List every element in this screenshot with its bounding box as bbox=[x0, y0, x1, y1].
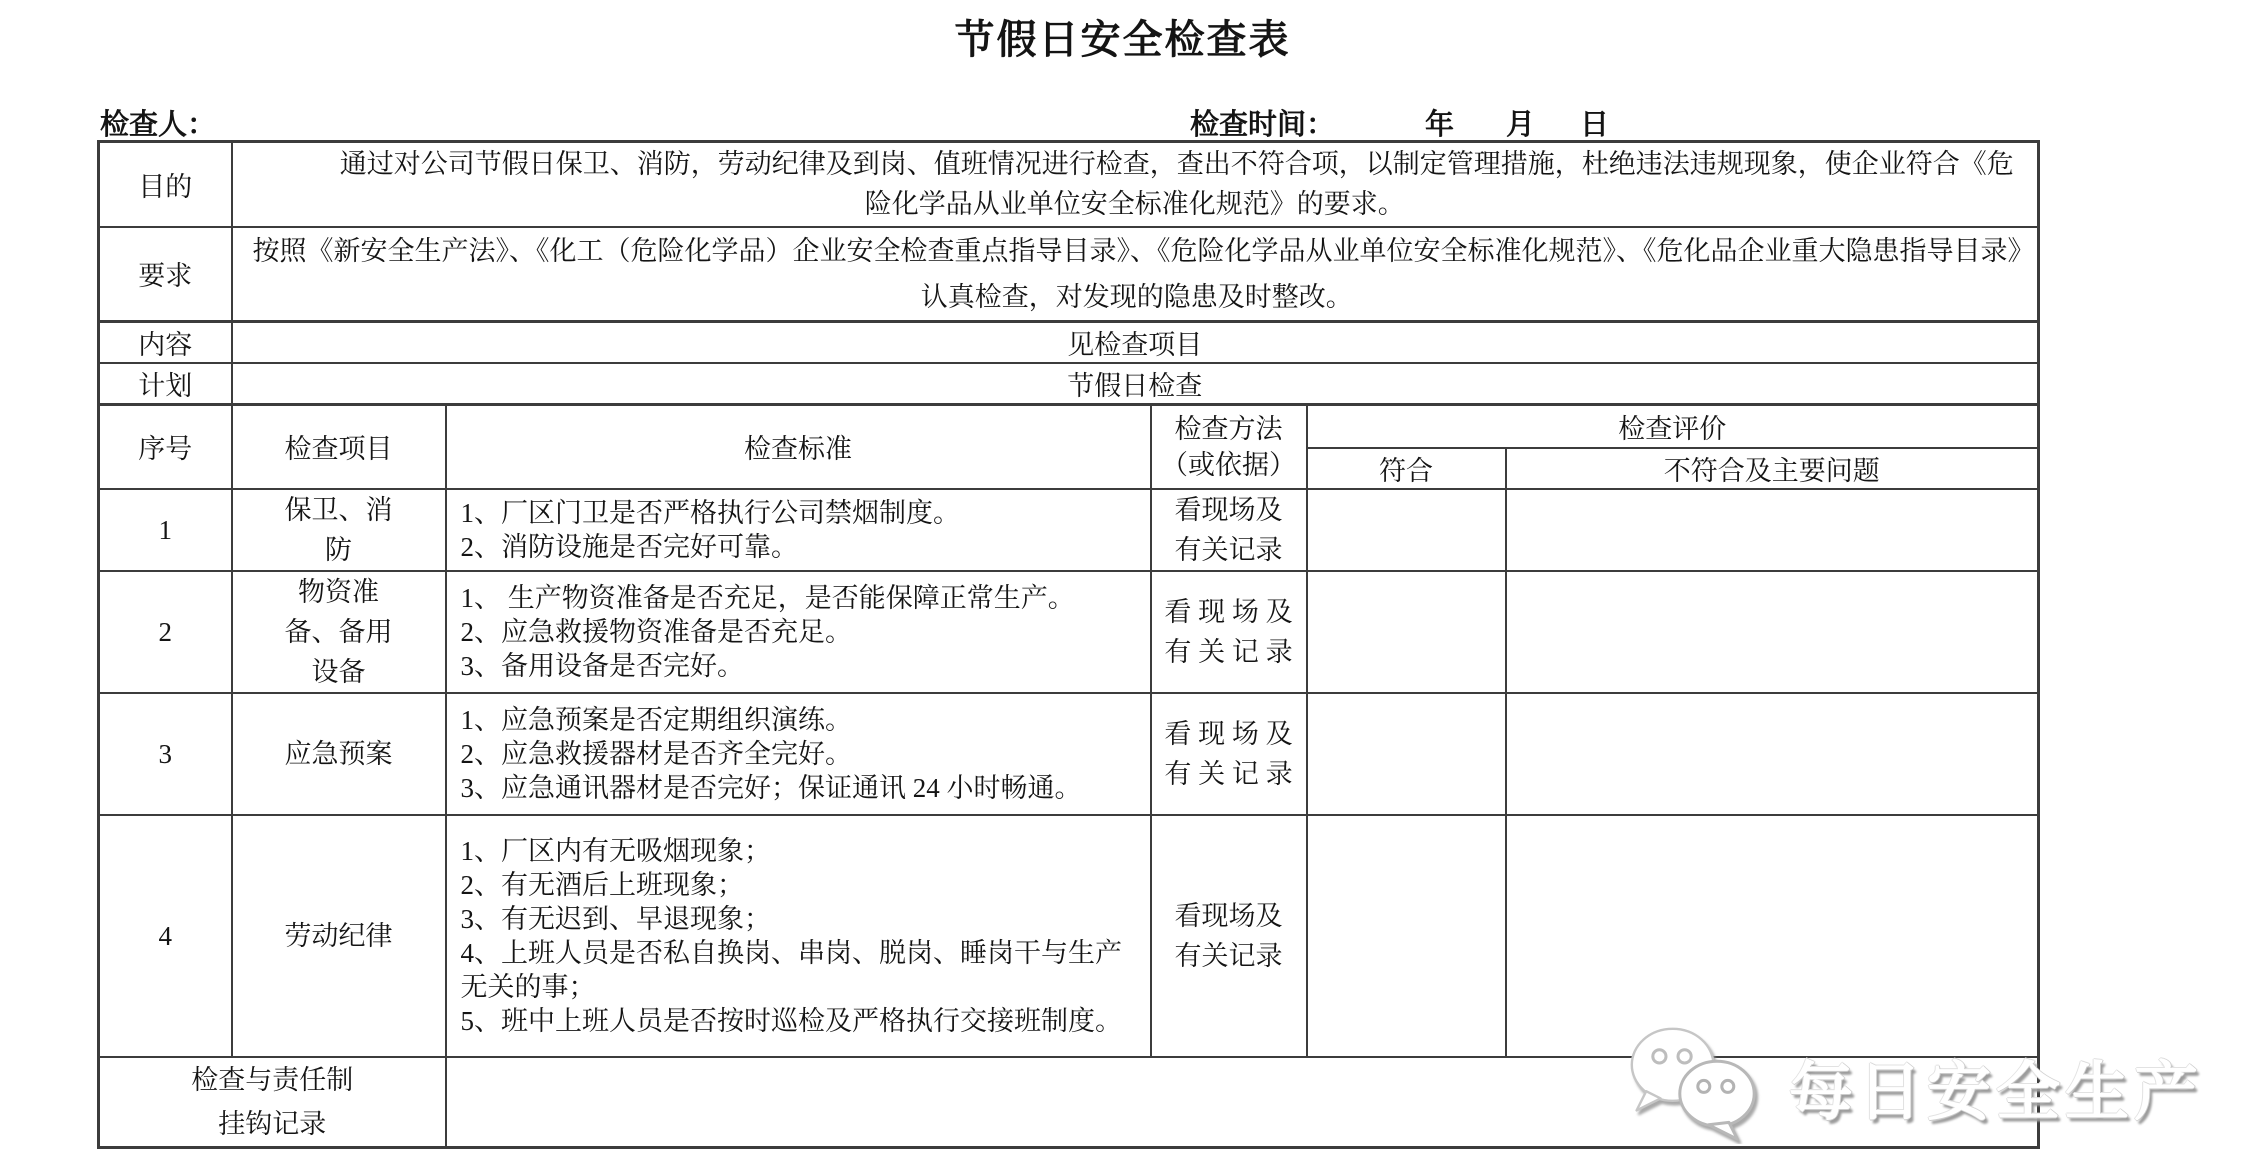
header-method bbox=[1151, 404, 1307, 489]
standard-line: 2、消防设施是否完好可靠。 bbox=[460, 532, 798, 562]
purpose-row bbox=[99, 142, 2039, 227]
standard-line: 2、应急救援物资准备是否充足。 bbox=[460, 617, 852, 647]
purpose-label: 目的 bbox=[99, 142, 232, 227]
header-standard: 检查标准 bbox=[446, 404, 1151, 489]
watermark-text: 每日安全生产 bbox=[1789, 1055, 2203, 1128]
standard-line: 1、 生产物资准备是否充足，是否能保障正常生产。 bbox=[460, 583, 1075, 613]
conform-cell bbox=[1307, 571, 1506, 693]
document-title: 节假日安全检查表 bbox=[954, 18, 1291, 62]
method-line: 有 关 记 录 bbox=[1164, 637, 1293, 667]
row-item-text: 物资准备、备用设备 bbox=[284, 577, 393, 687]
footer-label: 检查与责任制挂钩记录 bbox=[191, 1065, 354, 1139]
row-item-text: 保卫、消防 bbox=[284, 495, 393, 565]
watermark bbox=[1615, 1024, 2203, 1149]
date-month-label: 月 bbox=[1506, 109, 1536, 141]
content-label: 内容 bbox=[99, 321, 232, 363]
row-method bbox=[1151, 693, 1307, 815]
row-no: 3 bbox=[99, 693, 232, 815]
table-row bbox=[99, 489, 2039, 571]
standard-line: 1、厂区门卫是否严格执行公司禁烟制度。 bbox=[460, 498, 960, 528]
nonconform-cell bbox=[1506, 489, 2039, 571]
header-nonconform: 不符合及主要问题 bbox=[1506, 448, 2039, 489]
row-method bbox=[1151, 815, 1307, 1057]
row-item bbox=[232, 693, 446, 815]
conform-cell bbox=[1307, 815, 1506, 1057]
standard-line: 1、应急预案是否定期组织演练。 bbox=[460, 705, 852, 735]
wechat-icon bbox=[1615, 1024, 1783, 1149]
standard-line: 3、应急通讯器材是否完好；保证通讯 24 小时畅通。 bbox=[460, 773, 1082, 803]
inspection-table bbox=[97, 140, 2040, 1149]
requirement-text: 按照《新安全生产法》、《化工（危险化学品）企业安全检查重点指导目录》、《危险化学品从业单位安全标准化规范》、《危化品企业重大隐患指导目录》认真检查，对发现的隐患及时整改。 bbox=[252, 235, 2022, 312]
footer-label-cell bbox=[99, 1057, 446, 1148]
standard-line: 1、厂区内有无吸烟现象； bbox=[460, 836, 771, 866]
date-day-label: 日 bbox=[1580, 109, 1610, 141]
method-line: 看现场及 bbox=[1174, 495, 1283, 525]
standard-line: 3、有无迟到、早退现象； bbox=[460, 904, 771, 934]
content-row bbox=[99, 321, 2039, 363]
row-item bbox=[232, 815, 446, 1057]
row-method bbox=[1151, 571, 1307, 693]
method-line: 有关记录 bbox=[1174, 941, 1283, 971]
inspection-time-label: 检查时间： bbox=[1190, 109, 1336, 141]
header-no: 序号 bbox=[99, 404, 232, 489]
inspector-label: 检查人： bbox=[100, 109, 217, 141]
row-no: 2 bbox=[99, 571, 232, 693]
requirement-label: 要求 bbox=[99, 227, 232, 322]
header-method-line2: （或依据） bbox=[1161, 449, 1296, 480]
standard-line: 5、班中上班人员是否按时巡检及严格执行交接班制度。 bbox=[460, 1006, 1122, 1036]
nonconform-cell bbox=[1506, 693, 2039, 815]
method-line: 看 现 场 及 bbox=[1164, 597, 1293, 627]
row-item-text: 劳动纪律 bbox=[284, 921, 393, 951]
table-row bbox=[99, 815, 2039, 1057]
method-line: 看现场及 bbox=[1174, 901, 1283, 931]
standard-line: 4、上班人员是否私自换岗、串岗、脱岗、睡岗干与生产无关的事； bbox=[460, 938, 1122, 1002]
plan-cell: 节假日检查 bbox=[232, 363, 2039, 405]
method-line: 有 关 记 录 bbox=[1164, 759, 1293, 789]
table-row bbox=[99, 693, 2039, 815]
method-line: 看 现 场 及 bbox=[1164, 719, 1293, 749]
header-row-1 bbox=[99, 404, 2039, 448]
content-cell: 见检查项目 bbox=[232, 321, 2039, 363]
header-conform: 符合 bbox=[1307, 448, 1506, 489]
row-no: 1 bbox=[99, 489, 232, 571]
header-method-line1: 检查方法 bbox=[1174, 413, 1283, 444]
nonconform-cell bbox=[1506, 571, 2039, 693]
row-standards bbox=[446, 489, 1151, 571]
method-line: 有关记录 bbox=[1174, 535, 1283, 565]
plan-row bbox=[99, 363, 2039, 405]
header-item: 检查项目 bbox=[232, 404, 446, 489]
row-item bbox=[232, 489, 446, 571]
row-method bbox=[1151, 489, 1307, 571]
row-item bbox=[232, 571, 446, 693]
standard-line: 3、备用设备是否完好。 bbox=[460, 651, 744, 681]
row-standards bbox=[446, 571, 1151, 693]
row-standards bbox=[446, 815, 1151, 1057]
header-evaluation: 检查评价 bbox=[1307, 404, 2039, 448]
nonconform-cell bbox=[1506, 815, 2039, 1057]
plan-label: 计划 bbox=[99, 363, 232, 405]
meta-line bbox=[0, 102, 2245, 141]
row-no: 4 bbox=[99, 815, 232, 1057]
conform-cell bbox=[1307, 489, 1506, 571]
row-item-text: 应急预案 bbox=[284, 739, 393, 769]
standard-line: 2、应急救援器材是否齐全完好。 bbox=[460, 739, 852, 769]
conform-cell bbox=[1307, 693, 1506, 815]
row-standards bbox=[446, 693, 1151, 815]
purpose-text: 通过对公司节假日保卫、消防，劳动纪律及到岗、值班情况进行检查，查出不符合项，以制定管理措施，杜绝违法违规现象，使企业符合《危险化学品从业单位安全标准化规范》的要求。 bbox=[339, 149, 2014, 220]
requirement-cell bbox=[232, 227, 2039, 322]
table-row bbox=[99, 571, 2039, 693]
purpose-cell bbox=[232, 142, 2039, 227]
date-year-label: 年 bbox=[1425, 109, 1455, 141]
standard-line: 2、有无酒后上班现象； bbox=[460, 870, 744, 900]
requirement-row bbox=[99, 227, 2039, 322]
